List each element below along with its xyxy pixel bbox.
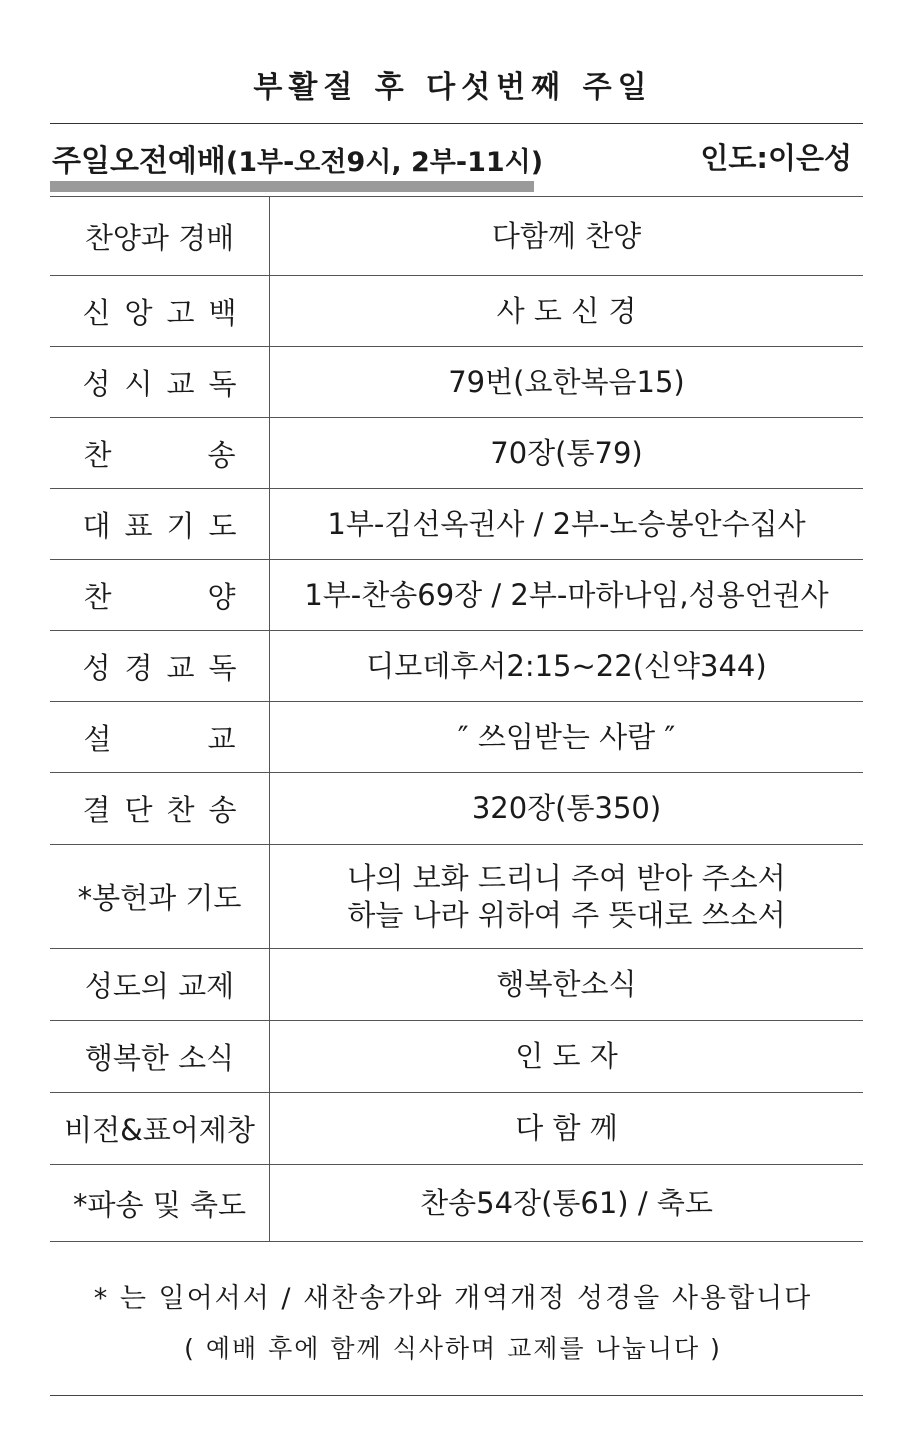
table-row [50, 631, 863, 702]
row-content-cell [270, 1093, 863, 1164]
order-of-worship-table [50, 196, 863, 1242]
row-content-line: 79번(요한복음15) [448, 364, 685, 399]
footer-subnote: ( 예배 후에 함께 식사하며 교제를 나눕니다 ) [184, 1334, 722, 1363]
row-item-cell [50, 949, 270, 1020]
service-header [52, 132, 852, 178]
row-content-cell [270, 489, 863, 559]
table-row [50, 196, 863, 276]
row-content-cell [270, 773, 863, 844]
row-content-cell [270, 347, 863, 417]
row-content-cell [270, 1165, 863, 1241]
row-item-cell [50, 1165, 270, 1241]
bottom-divider [50, 1395, 863, 1396]
row-item-cell [50, 197, 270, 275]
row-item-cell [50, 560, 332, 630]
row-content-line: 다함께 찬양 [491, 218, 642, 253]
row-content-cell [270, 560, 863, 630]
table-row [50, 1165, 863, 1242]
row-item-cell [50, 1093, 270, 1164]
row-content-line: 70장(통79) [490, 435, 643, 470]
row-item-label: 행복한 소식 [84, 1041, 235, 1075]
row-item-label: 대표기도 [82, 508, 251, 543]
row-item-cell [50, 773, 270, 844]
row-content-cell [270, 276, 863, 346]
row-content-line: 나의 보화 드리니 주여 받아 주소서 [347, 860, 786, 895]
row-item-label: 신앙고백 [82, 295, 251, 330]
row-content-cell [270, 949, 863, 1020]
table-row [50, 702, 863, 773]
row-content-cell [270, 631, 863, 701]
row-item-label: *파송 및 축도 [72, 1187, 246, 1222]
row-item-label: 결단찬송 [82, 793, 251, 827]
service-name: 주일오전예배 [52, 144, 226, 179]
top-divider [50, 123, 863, 124]
row-item-cell [50, 489, 270, 559]
row-item-cell [50, 702, 332, 772]
row-content-line: ″ 쓰임받는 사람 ″ [457, 719, 676, 754]
table-row [50, 489, 863, 560]
row-content-line: 행복한소식 [496, 967, 637, 1001]
row-item-cell [50, 631, 270, 701]
row-item-label: 찬양 [83, 579, 332, 614]
row-content-line: 1부-찬송69장 / 2부-마하나임,성용언권사 [304, 577, 829, 612]
service-times: (1부-오전9시, 2부-11시) [225, 147, 544, 178]
header-underline-bar [50, 181, 534, 192]
table-row [50, 560, 863, 631]
row-item-label: 성시교독 [82, 366, 251, 401]
row-item-label: 찬양과 경배 [84, 220, 235, 255]
row-content-line: 다 함 께 [515, 1111, 618, 1145]
row-content-line: 디모데후서2:15~22(신약344) [366, 648, 767, 683]
table-row [50, 276, 863, 347]
row-item-label: *봉헌과 기도 [77, 881, 242, 915]
row-item-cell [50, 418, 332, 488]
table-row [50, 1093, 863, 1165]
row-content-cell [270, 418, 863, 488]
row-item-label: 설교 [83, 721, 332, 756]
footer-note: * 는 일어서서 / 새찬송가와 개역개정 성경을 사용합니다 [93, 1283, 813, 1314]
service-title [52, 136, 543, 180]
row-content-line: 사 도 신 경 [496, 293, 637, 328]
table-row [50, 773, 863, 845]
row-item-label: 찬송 [83, 437, 332, 472]
table-row [50, 347, 863, 418]
row-content-cell [270, 845, 863, 948]
service-leader: 인도:이은성 [700, 141, 852, 175]
row-content-line: 320장(통350) [471, 791, 662, 825]
row-item-cell [50, 347, 270, 417]
row-content-line: 하늘 나라 위하여 주 뜻대로 쓰소서 [347, 897, 786, 932]
table-row [50, 949, 863, 1021]
row-content-cell [270, 1021, 863, 1092]
row-item-cell [50, 276, 270, 346]
row-content-cell [270, 702, 863, 772]
row-item-cell [50, 1021, 270, 1092]
row-content-line: 인 도 자 [515, 1039, 618, 1073]
row-item-cell [50, 845, 270, 948]
row-item-label: 비전&표어제창 [64, 1113, 255, 1147]
row-content-line: 1부-김선옥권사 / 2부-노승봉안수집사 [327, 506, 806, 541]
table-row [50, 1021, 863, 1093]
table-row [50, 418, 863, 489]
page-title: 부활절 후 다섯번째 주일 [253, 70, 653, 105]
row-item-label: 성도의 교제 [84, 969, 235, 1003]
row-item-label: 성경교독 [82, 650, 251, 685]
row-content-line: 찬송54장(통61) / 축도 [420, 1185, 713, 1220]
table-row [50, 845, 863, 949]
row-content-cell [270, 197, 863, 275]
